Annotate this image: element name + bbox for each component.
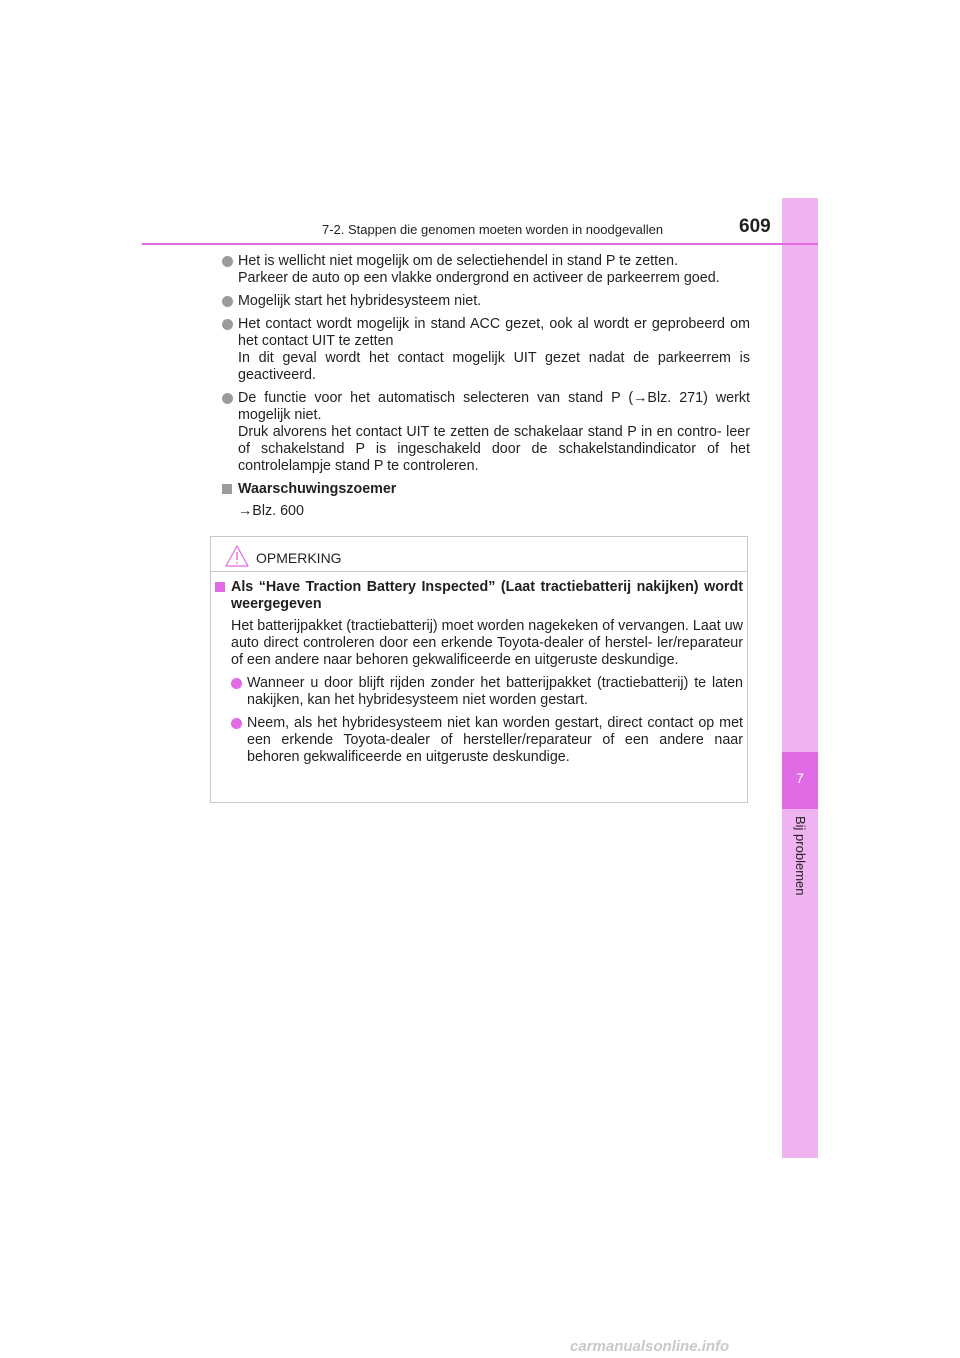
page-reference: →Blz. 600 [238,503,304,519]
notice-box [210,536,748,803]
bullet-text: Het is wellicht niet mogelijk om de selectiehendel in stand P te zetten. [238,253,678,269]
bullet-icon [231,678,242,689]
bullet-text: Parkeer de auto op een vlakke ondergrond en activeer de parkeerrem goed. [238,270,720,286]
bullet-text: In dit geval wordt het contact mogelijk UIT gezet nadat de parkeerrem is geactiveerd. [238,350,750,383]
bullet-icon [231,718,242,729]
notice-heading-text: Als “Have Traction Battery Inspected” (Laat tractiebatterij nakijken) wordt weergegeven [231,579,743,612]
list-item [215,675,743,709]
list-item [215,715,743,766]
page-number: 609 [739,216,771,237]
main-content [222,253,750,520]
list-item [222,316,750,384]
square-bullet-icon [215,582,225,592]
list-item [222,293,750,310]
bullet-icon [222,256,233,267]
notice-text: Het batterijpakket (tractiebatterij) moet worden nagekeken of vervangen. Laat uw auto direct controleren door een erkende Toyota-dealer of herstel- ler/reparateur of een andere naar behoren gekwalificeerde en uitgeruste deskundige. [231,618,743,668]
bullet-text: Het contact wordt mogelijk in stand ACC gezet, ook al wordt er geprobeerd om het contact UIT te zetten [238,316,750,349]
notice-divider [211,571,747,572]
warning-triangle-icon [225,545,249,567]
header-divider [142,243,818,245]
bullet-icon [222,393,233,404]
bullet-icon [222,319,233,330]
square-bullet-icon [222,484,232,494]
notice-bullet-text: Neem, als het hybridesysteem niet kan worden gestart, direct contact op met een erkende Toyota-dealer of hersteller/reparateur of een andere naar behoren gekwalificeerde en uitgeruste deskundige. [247,715,743,765]
notice-heading [215,579,743,613]
bullet-icon [222,296,233,307]
side-tab [782,198,818,1158]
section-header-title: 7-2. Stappen die genomen moeten worden in noodgevallen [322,222,664,237]
notice-body [215,579,743,766]
watermark: carmanualsonline.info [570,1338,730,1355]
section-heading-text: Waarschuwingszoemer [238,481,397,497]
chapter-number: 7 [796,770,804,786]
list-item [222,390,750,475]
notice-bullet-text: Wanneer u door blijft rijden zonder het batterijpakket (tractiebatterij) te laten nakijken, kan het hybridesysteem niet worden gestart. [247,675,743,708]
bullet-text: De functie voor het automatisch selecteren van stand P (→Blz. 271) werkt mogelijk niet. [238,390,750,423]
list-item [222,253,750,287]
bullet-text: Mogelijk start het hybridesysteem niet. [238,293,482,309]
bullet-text: Druk alvorens het contact UIT te zetten de schakelaar stand P in en contro- leer of schakelstand P is ingeschakeld door de schakelstandindicator of het controlelampje stand P te controleren. [238,424,750,474]
section-heading [222,481,750,498]
notice-title: OPMERKING [256,550,342,566]
chapter-label: Bij problemen [793,816,808,896]
